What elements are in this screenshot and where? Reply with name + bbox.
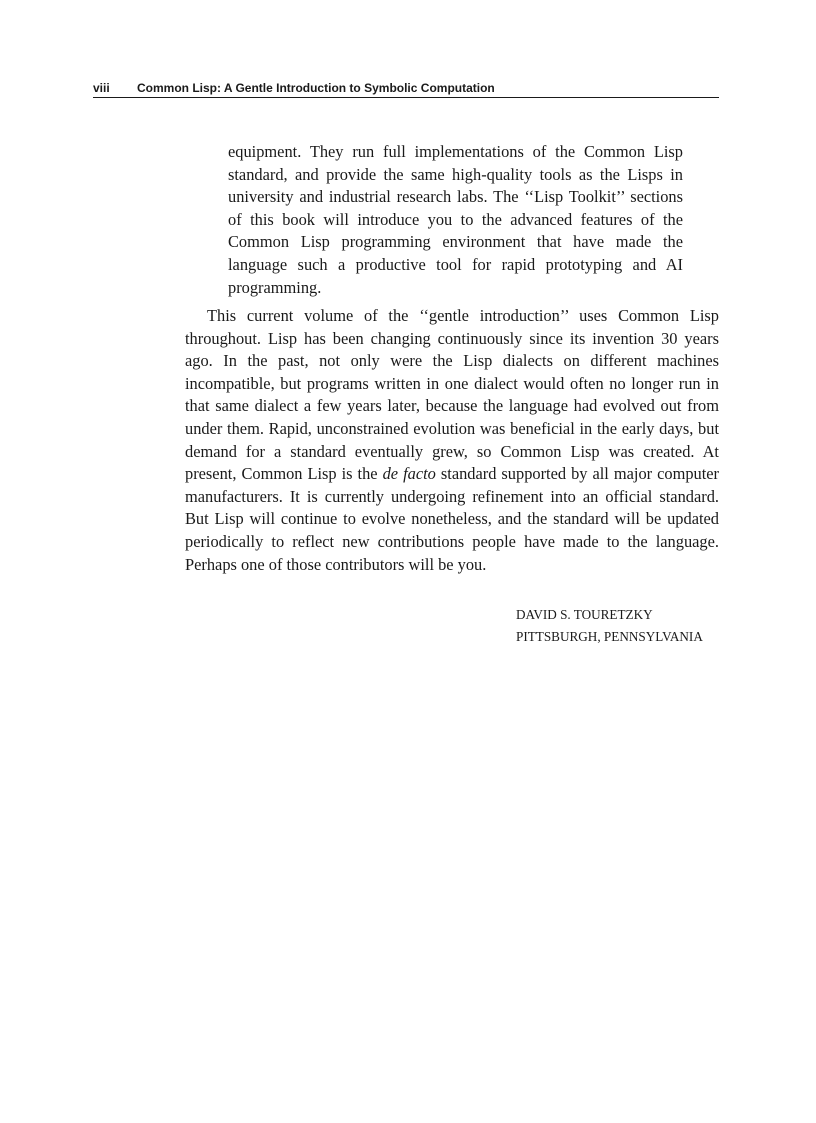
paragraph-text-end: standard supported by all major computer manufacturers. It is currently undergoing refinement into an official standard. But Lisp will continue to evolve nonetheless, and the standard will be updated periodically to reflect new contributions people have made to the language. Perhaps one of those contributors will be you.	[185, 464, 720, 574]
author-name: DAVID S. TOURETZKY	[516, 607, 653, 622]
list-item-continuation: equipment. They run full implementations of the Common Lisp standard, and provide the same high-quality tools as the Lisps in university and industrial research labs. The ‘‘Lisp Toolkit’’ sections of this book will introduce you to the advanced features of the Common Lisp programming environment that have made the language such a productive tool for rapid prototyping and AI programming.	[228, 142, 683, 297]
book-title: Common Lisp: A Gentle Introduction to Symbolic Computation	[137, 81, 495, 95]
paragraph-text-start: This current volume of the ‘‘gentle introduction’’ uses Common Lisp throughout. Lisp has been changing continuously since its invention 30 years ago. In the past, not only were the Lisp dialects on different machines incompatible, but programs written in one dialect would often no longer run in that same dialect a few years later, because the language had evolved out from under them. Rapid, unconstrained evolution was beneficial in the early days, but demand for a standard eventually grew, so Common Lisp was created. At present, Common Lisp is the	[185, 306, 719, 484]
running-header	[93, 79, 719, 98]
italic-term: de facto	[382, 464, 436, 484]
page-number: viii	[93, 81, 110, 95]
body-paragraph	[185, 305, 719, 576]
author-location: PITTSBURGH, PENNSYLVANIA	[516, 629, 703, 644]
signature-block	[516, 604, 703, 648]
